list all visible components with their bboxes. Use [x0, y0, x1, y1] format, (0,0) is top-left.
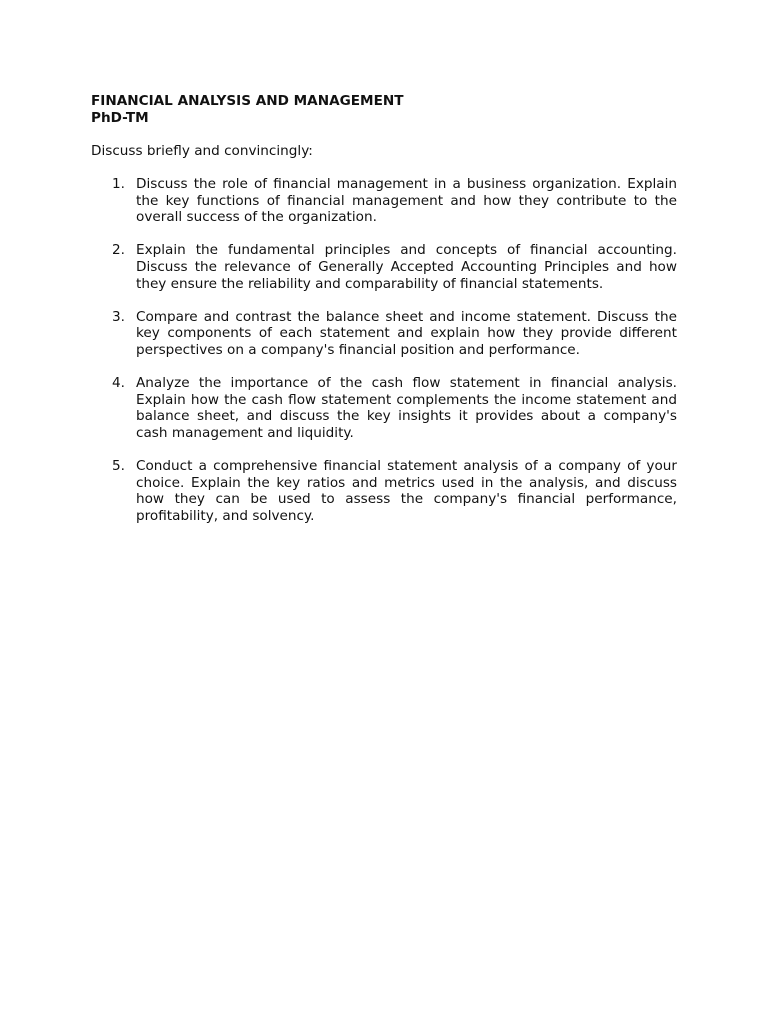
question-number: 2.	[112, 242, 125, 259]
question-text: Discuss the role of financial management in a business organization. Explain the key functions of financial management and how they contribute to the overall success of the organization.	[136, 175, 677, 226]
question-text: Compare and contrast the balance sheet and income statement. Discuss the key components of each statement and explain how they provide different perspectives on a company's financial position and performance.	[136, 308, 677, 358]
question-number: 3.	[112, 308, 125, 325]
question-text: Analyze the importance of the cash flow statement in financial analysis. Explain how the cash flow statement complements the income statement and balance sheet, and discuss the key insights it provides about a company's cash management and liquidity.	[136, 375, 677, 441]
question-item-5	[91, 458, 677, 524]
question-item-4	[91, 375, 677, 441]
question-list	[91, 176, 677, 524]
question-item-3	[91, 309, 677, 359]
question-text: Explain the fundamental principles and concepts of financial accounting. Discuss the relevance of Generally Accepted Accounting Principles and how they ensure the reliability and comparability of financial statements.	[136, 242, 677, 292]
question-item-2	[91, 242, 677, 292]
instruction-text: Discuss briefly and convincingly:	[91, 142, 313, 159]
question-number: 4.	[112, 375, 125, 392]
question-number: 1.	[112, 175, 125, 192]
question-number: 5.	[112, 458, 125, 475]
document-content	[91, 93, 677, 541]
question-item-1	[91, 176, 677, 226]
question-text: Conduct a comprehensive financial statement analysis of a company of your choice. Explain the key ratios and metrics used in the analysis, and discuss how they can be used to assess the company's financial performance, profitability, and solvency.	[136, 458, 677, 524]
document-subtitle: PhD-TM	[91, 109, 149, 126]
document-title: FINANCIAL ANALYSIS AND MANAGEMENT	[91, 93, 404, 109]
